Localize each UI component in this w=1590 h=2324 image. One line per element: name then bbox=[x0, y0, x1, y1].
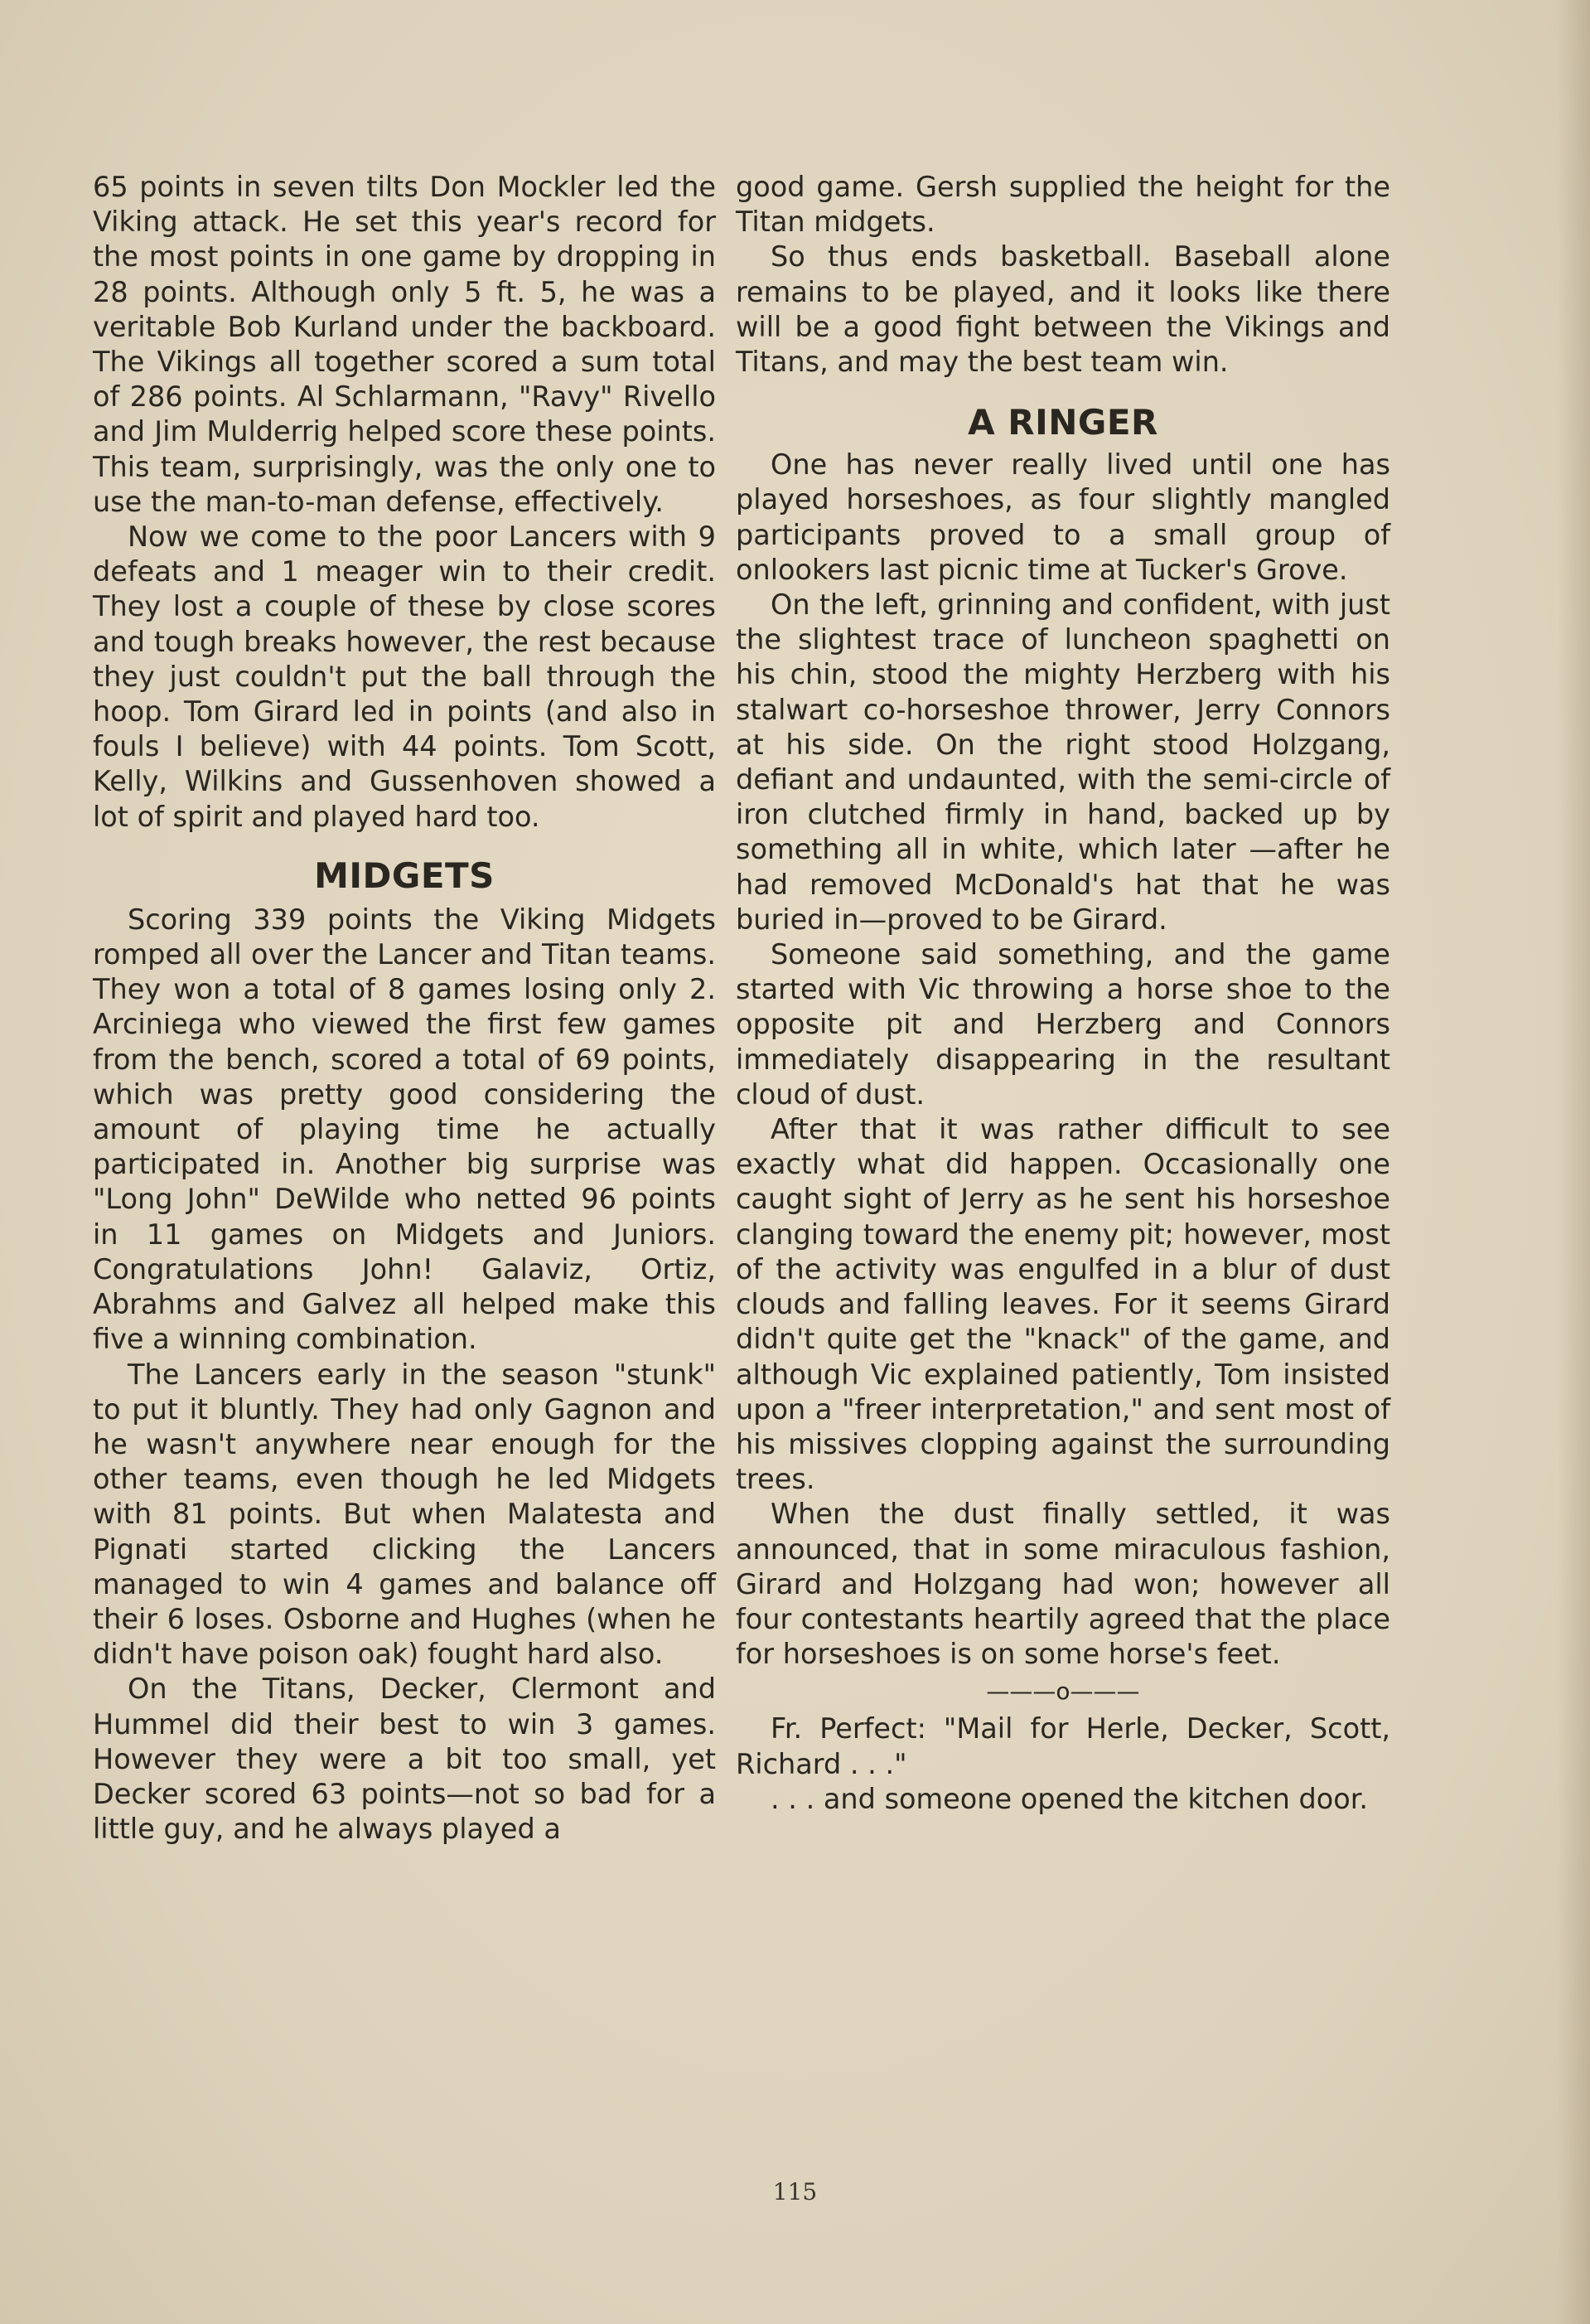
paragraph: good game. Gersh supplied the height for the Titan midgets. bbox=[736, 171, 1390, 239]
paragraph: Now we come to the poor Lancers with 9 defeats and 1 meager win to their credit. They lost a couple of these by close scores and tough breaks however, the rest because they just couldn't put the ball through the hoop. Tom Girard led in points (and also in fouls I believe) with 44 points. Tom Scott, Kelly, Wilkins and Gussenhoven showed a lot of spirit and played hard too. bbox=[93, 520, 716, 833]
page-number: 115 bbox=[772, 2178, 818, 2205]
page-edge-shadow bbox=[1557, 0, 1590, 2324]
section-heading-ringer: A RINGER bbox=[968, 402, 1158, 443]
paragraph: 65 points in seven tilts Don Mockler led the Viking attack. He set this year's record for the most points in one game by dropping in 28 points. Although only 5 ft. 5, he was a veritable Bob Kurland under the backboard. The Vikings all together scored a sum total of 286 points. Al Schlarmann, "Ravy" Rivello and Jim Mulderrig helped score these points. This team, surprisingly, was the only one to use the man-to-man defense, effectively. bbox=[93, 171, 716, 518]
paragraph: So thus ends basketball. Baseball alone remains to be played, and it looks like there will be a good fight between the Vikings and Titans, and may the best team win. bbox=[736, 240, 1390, 379]
paragraph: On the Titans, Decker, Clermont and Hummel did their best to win 3 games. However they were a bit too small, yet Decker scored 63 points—not so bad for a little guy, and he always played a bbox=[93, 1673, 716, 1846]
section-separator: ———o——— bbox=[986, 1678, 1140, 1706]
paragraph: Fr. Perfect: "Mail for Herle, Decker, Scott, Richard . . ." bbox=[736, 1712, 1390, 1780]
paragraph: After that it was rather difficult to see exactly what did happen. Occasionally one caught sight of Jerry as he sent his horseshoe clanging toward the enemy pit; however, most of the activity was engulfed in a blur of dust clouds and falling leaves. For it seems Girard didn't quite get the "knack" of the game, and although Vic explained patiently, Tom insisted upon a "freer interpretation," and sent most of his missives clopping against the surrounding trees. bbox=[736, 1113, 1390, 1496]
paragraph: When the dust finally settled, it was announced, that in some miraculous fashion, Girard and Holzgang had won; however all four contestants heartily agreed that the place for horseshoes is on some horse's feet. bbox=[736, 1498, 1390, 1671]
left-column bbox=[93, 170, 716, 1847]
right-column bbox=[736, 170, 1390, 1817]
section-heading-midgets: MIDGETS bbox=[314, 855, 495, 896]
paragraph: The Lancers early in the season "stunk" to put it bluntly. They had only Gagnon and he wasn't anywhere near enough for the other teams, even though he led Midgets with 81 points. But when Malatesta and Pignati started clicking the Lancers managed to win 4 games and balance off their 6 loses. Osborne and Hughes (when he didn't have poison oak) fought hard also. bbox=[93, 1358, 716, 1671]
paragraph: Scoring 339 points the Viking Midgets romped all over the Lancer and Titan teams. They won a total of 8 games losing only 2. Arciniega who viewed the first few games from the bench, scored a total of 69 points, which was pretty good considering the amount of playing time he actually participated in. Another big surprise was "Long John" DeWilde who netted 96 points in 11 games on Midgets and Juniors. Congratulations John! Galaviz, Ortiz, Abrahms and Galvez all helped make this five a winning combination. bbox=[93, 903, 716, 1356]
paragraph: One has never really lived until one has played horseshoes, as four slightly mangled participants proved to a small group of onlookers last picnic time at Tucker's Grove. bbox=[736, 448, 1390, 586]
paragraph: On the left, grinning and confident, with just the slightest trace of luncheon spaghetti on his chin, stood the mighty Herzberg with his stalwart co-horseshoe thrower, Jerry Connors at his side. On the right stood Holzgang, defiant and undaunted, with the semi-circle of iron clutched firmly in hand, backed up by something all in white, which later —after he had removed McDonald's hat that he was buried in—proved to be Girard. bbox=[736, 588, 1390, 936]
paragraph: Someone said something, and the game started with Vic throwing a horse shoe to the opposite pit and Herzberg and Connors immediately disappearing in the resultant cloud of dust. bbox=[736, 938, 1390, 1111]
paragraph: . . . and someone opened the kitchen door. bbox=[771, 1782, 1369, 1815]
